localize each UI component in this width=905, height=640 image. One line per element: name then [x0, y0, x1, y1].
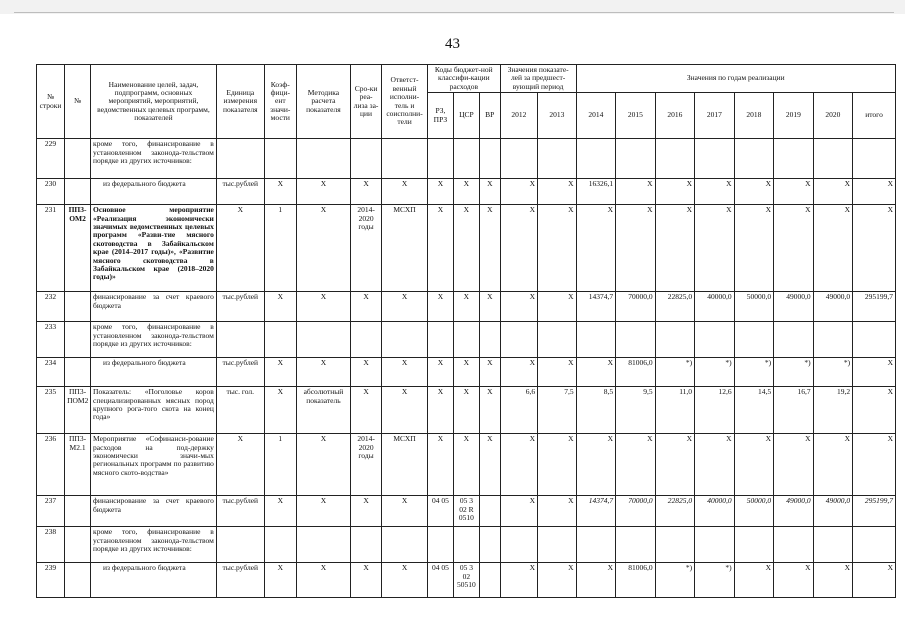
cell-code: [65, 292, 91, 322]
cell-resp: МСХП: [382, 434, 428, 496]
header-name: Наименование целей, задач, подпрограмм, основных мероприятий, мероприятий, ведомственных целевых программ, показателей: [91, 65, 217, 139]
header-2015: 2015: [616, 93, 656, 139]
cell-v2012: [500, 139, 537, 179]
cell-code: [65, 358, 91, 387]
cell-v2019: X: [774, 179, 814, 205]
cell-csr: [453, 322, 479, 358]
cell-v2012: [500, 322, 537, 358]
cell-n: 233: [37, 322, 65, 358]
cell-v2017: *): [695, 358, 735, 387]
header-2018: 2018: [734, 93, 774, 139]
cell-vr: X: [479, 358, 500, 387]
header-unit: Единица измерения показателя: [216, 65, 264, 139]
cell-coef: X: [264, 292, 296, 322]
cell-v2013: X: [538, 358, 576, 387]
cell-n: 237: [37, 496, 65, 527]
cell-n: 232: [37, 292, 65, 322]
cell-rz: [427, 322, 453, 358]
cell-term: [350, 139, 381, 179]
table-row: [37, 563, 896, 598]
cell-v2014: [576, 527, 616, 563]
table-row: [37, 179, 896, 205]
cell-v2018: [734, 139, 774, 179]
cell-unit: [216, 322, 264, 358]
cell-method: [296, 322, 350, 358]
cell-resp: [382, 139, 428, 179]
cell-rz: X: [427, 434, 453, 496]
cell-v2017: [695, 139, 735, 179]
cell-n: 236: [37, 434, 65, 496]
cell-v2013: 7,5: [538, 387, 576, 434]
cell-n: 234: [37, 358, 65, 387]
cell-vr: [479, 527, 500, 563]
cell-csr: [453, 139, 479, 179]
cell-v2020: X: [813, 434, 853, 496]
cell-v2014: [576, 322, 616, 358]
cell-v2019: [774, 139, 814, 179]
header-2013: 2013: [538, 93, 576, 139]
cell-v2015: X: [616, 179, 656, 205]
cell-unit: тыс.рублей: [216, 179, 264, 205]
cell-rz: X: [427, 387, 453, 434]
header-terms: Сро-ки реа-лиза за-ции: [350, 65, 381, 139]
cell-term: 2014-2020 годы: [350, 434, 381, 496]
cell-v2020: 19,2: [813, 387, 853, 434]
cell-vr: [479, 139, 500, 179]
cell-v2018: [734, 322, 774, 358]
table-row: [37, 322, 896, 358]
cell-code: ПП3-М2.1: [65, 434, 91, 496]
cell-v2018: 50000,0: [734, 292, 774, 322]
scan-top-line: [14, 12, 894, 13]
cell-total: [853, 527, 896, 563]
table-row: [37, 358, 896, 387]
cell-v2020: 49000,0: [813, 496, 853, 527]
cell-v2016: 22825,0: [655, 292, 695, 322]
cell-v2014: 16326,1: [576, 179, 616, 205]
table-row: [37, 205, 896, 292]
cell-v2020: *): [813, 358, 853, 387]
cell-resp: [382, 322, 428, 358]
cell-v2018: X: [734, 205, 774, 292]
cell-v2020: X: [813, 179, 853, 205]
cell-total: X: [853, 358, 896, 387]
cell-v2014: X: [576, 358, 616, 387]
header-rz: РЗ, ПРЗ: [427, 93, 453, 139]
cell-v2014: [576, 139, 616, 179]
cell-code: ПП3-ПОМ2: [65, 387, 91, 434]
cell-resp: X: [382, 496, 428, 527]
cell-v2015: X: [616, 205, 656, 292]
cell-v2019: [774, 527, 814, 563]
cell-v2015: 9,5: [616, 387, 656, 434]
cell-csr: X: [453, 292, 479, 322]
cell-rz: 04 05: [427, 563, 453, 598]
cell-csr: 05 3 02 50510: [453, 563, 479, 598]
cell-unit: тыс. гол.: [216, 387, 264, 434]
cell-name: из федерального бюджета: [91, 563, 217, 598]
cell-v2012: X: [500, 292, 537, 322]
cell-v2020: X: [813, 205, 853, 292]
cell-unit: X: [216, 434, 264, 496]
cell-n: 239: [37, 563, 65, 598]
cell-total: 295199,7: [853, 496, 896, 527]
cell-coef: X: [264, 563, 296, 598]
cell-v2015: [616, 527, 656, 563]
cell-resp: X: [382, 387, 428, 434]
cell-v2020: [813, 322, 853, 358]
cell-v2015: 70000,0: [616, 292, 656, 322]
cell-vr: [479, 563, 500, 598]
table-row: [37, 434, 896, 496]
cell-n: 229: [37, 139, 65, 179]
cell-term: X: [350, 179, 381, 205]
cell-resp: X: [382, 563, 428, 598]
header-total: итого: [853, 93, 896, 139]
cell-v2020: 49000,0: [813, 292, 853, 322]
cell-vr: X: [479, 387, 500, 434]
cell-v2017: [695, 527, 735, 563]
cell-coef: 1: [264, 205, 296, 292]
cell-n: 235: [37, 387, 65, 434]
cell-v2016: X: [655, 434, 695, 496]
header-row-no: № строки: [37, 65, 65, 139]
cell-resp: МСХП: [382, 205, 428, 292]
cell-v2016: X: [655, 205, 695, 292]
cell-unit: [216, 139, 264, 179]
cell-v2016: *): [655, 358, 695, 387]
header-method: Методика расчета показателя: [296, 65, 350, 139]
cell-v2015: [616, 139, 656, 179]
cell-method: X: [296, 205, 350, 292]
cell-coef: X: [264, 387, 296, 434]
header-vr: ВР: [479, 93, 500, 139]
cell-csr: X: [453, 358, 479, 387]
cell-v2015: 70000,0: [616, 496, 656, 527]
cell-v2016: [655, 139, 695, 179]
header-2012: 2012: [500, 93, 537, 139]
cell-v2013: X: [538, 496, 576, 527]
table-row: [37, 139, 896, 179]
cell-csr: [453, 527, 479, 563]
cell-vr: [479, 496, 500, 527]
header-2016: 2016: [655, 93, 695, 139]
header-prev-values: Значения показате-лей за предшест-вующий период: [500, 65, 576, 93]
cell-total: [853, 139, 896, 179]
cell-v2017: 40000,0: [695, 292, 735, 322]
cell-v2014: 8,5: [576, 387, 616, 434]
cell-rz: 04 05: [427, 496, 453, 527]
cell-vr: X: [479, 434, 500, 496]
header-2019: 2019: [774, 93, 814, 139]
cell-v2015: 81006,0: [616, 358, 656, 387]
cell-rz: X: [427, 358, 453, 387]
cell-v2012: [500, 527, 537, 563]
cell-term: [350, 527, 381, 563]
header-code-no: №: [65, 65, 91, 139]
cell-method: X: [296, 292, 350, 322]
cell-csr: 05 3 02 R 0510: [453, 496, 479, 527]
header-2017: 2017: [695, 93, 735, 139]
cell-coef: [264, 139, 296, 179]
cell-v2015: X: [616, 434, 656, 496]
cell-v2012: X: [500, 434, 537, 496]
cell-n: 231: [37, 205, 65, 292]
cell-v2019: *): [774, 358, 814, 387]
cell-v2019: X: [774, 563, 814, 598]
cell-v2017: X: [695, 205, 735, 292]
cell-method: X: [296, 179, 350, 205]
cell-v2016: 11,0: [655, 387, 695, 434]
cell-csr: X: [453, 179, 479, 205]
cell-v2013: [538, 139, 576, 179]
cell-code: [65, 179, 91, 205]
cell-name: из федерального бюджета: [91, 358, 217, 387]
cell-v2019: [774, 322, 814, 358]
header-csr: ЦСР: [453, 93, 479, 139]
cell-v2017: X: [695, 434, 735, 496]
table-row: [37, 496, 896, 527]
cell-v2020: [813, 139, 853, 179]
cell-rz: X: [427, 205, 453, 292]
table-row: [37, 527, 896, 563]
cell-resp: [382, 527, 428, 563]
cell-total: X: [853, 434, 896, 496]
cell-v2012: X: [500, 496, 537, 527]
cell-v2014: X: [576, 434, 616, 496]
cell-v2020: [813, 527, 853, 563]
cell-method: [296, 139, 350, 179]
cell-name: Основное мероприятие «Реализация экономически значимых ведомственных целевых программ «Разви-тие мясного скотоводства в Забайкальском крае (2014–2017 годы)», «Развитие мясного скотоводства в Забайкальском крае (2018–2020 годы)»: [91, 205, 217, 292]
cell-v2015: [616, 322, 656, 358]
cell-v2018: X: [734, 563, 774, 598]
cell-v2016: X: [655, 179, 695, 205]
cell-v2017: 12,6: [695, 387, 735, 434]
cell-term: X: [350, 563, 381, 598]
header-2020: 2020: [813, 93, 853, 139]
cell-v2013: X: [538, 179, 576, 205]
cell-vr: X: [479, 205, 500, 292]
cell-name: кроме того, финансирование в установленном законода-тельством порядке из других источников:: [91, 322, 217, 358]
cell-name: финансирование за счет краевого бюджета: [91, 496, 217, 527]
cell-v2012: X: [500, 179, 537, 205]
cell-code: [65, 322, 91, 358]
cell-term: X: [350, 496, 381, 527]
cell-n: 230: [37, 179, 65, 205]
cell-coef: [264, 527, 296, 563]
cell-code: ПП3-ОМ2: [65, 205, 91, 292]
page-number: 43: [445, 36, 460, 52]
cell-v2013: X: [538, 434, 576, 496]
cell-total: X: [853, 205, 896, 292]
cell-v2012: X: [500, 205, 537, 292]
cell-v2013: X: [538, 563, 576, 598]
cell-term: 2014-2020 годы: [350, 205, 381, 292]
cell-n: 238: [37, 527, 65, 563]
header-budget-codes: Коды бюджет-ной классифи-кации расходов: [427, 65, 500, 93]
cell-v2020: X: [813, 563, 853, 598]
cell-v2017: [695, 322, 735, 358]
cell-v2012: X: [500, 358, 537, 387]
cell-rz: X: [427, 292, 453, 322]
cell-name: Мероприятие «Софинанси-рование расходов на под-держку экономически значи-мых региональных программ по развитию мясного ското-водства»: [91, 434, 217, 496]
cell-unit: тыс.рублей: [216, 292, 264, 322]
cell-v2017: 40000,0: [695, 496, 735, 527]
cell-code: [65, 527, 91, 563]
cell-method: [296, 527, 350, 563]
cell-vr: X: [479, 179, 500, 205]
cell-v2018: [734, 527, 774, 563]
cell-v2014: 14374,7: [576, 292, 616, 322]
cell-v2013: [538, 527, 576, 563]
cell-vr: [479, 322, 500, 358]
cell-method: X: [296, 496, 350, 527]
cell-v2018: 50000,0: [734, 496, 774, 527]
cell-name: финансирование за счет краевого бюджета: [91, 292, 217, 322]
cell-v2015: 81006,0: [616, 563, 656, 598]
cell-term: X: [350, 358, 381, 387]
cell-v2016: *): [655, 563, 695, 598]
cell-v2017: X: [695, 179, 735, 205]
cell-v2019: X: [774, 205, 814, 292]
cell-v2013: X: [538, 205, 576, 292]
cell-rz: [427, 527, 453, 563]
cell-total: X: [853, 563, 896, 598]
cell-name: из федерального бюджета: [91, 179, 217, 205]
cell-v2012: 6,6: [500, 387, 537, 434]
cell-unit: [216, 527, 264, 563]
cell-resp: X: [382, 179, 428, 205]
cell-rz: X: [427, 179, 453, 205]
cell-unit: X: [216, 205, 264, 292]
cell-v2013: X: [538, 292, 576, 322]
cell-csr: X: [453, 434, 479, 496]
cell-v2016: 22825,0: [655, 496, 695, 527]
cell-v2016: [655, 322, 695, 358]
cell-term: [350, 322, 381, 358]
cell-v2018: X: [734, 434, 774, 496]
cell-code: [65, 563, 91, 598]
header-coef: Коэф-фици-ент значи-мости: [264, 65, 296, 139]
cell-coef: X: [264, 496, 296, 527]
cell-name: кроме того, финансирование в установленном законода-тельством порядке из других источников:: [91, 139, 217, 179]
cell-term: X: [350, 387, 381, 434]
cell-v2013: [538, 322, 576, 358]
cell-v2014: 14374,7: [576, 496, 616, 527]
cell-csr: X: [453, 205, 479, 292]
cell-coef: 1: [264, 434, 296, 496]
cell-v2014: X: [576, 563, 616, 598]
header-2014: 2014: [576, 93, 616, 139]
cell-unit: тыс.рублей: [216, 563, 264, 598]
header-responsible: Ответст-венный исполни-тель и соисполни-тели: [382, 65, 428, 139]
program-table: [36, 64, 896, 598]
cell-coef: X: [264, 179, 296, 205]
cell-method: X: [296, 434, 350, 496]
table-row: [37, 387, 896, 434]
cell-unit: тыс.рублей: [216, 358, 264, 387]
table-body: [37, 139, 896, 598]
cell-method: X: [296, 563, 350, 598]
cell-total: X: [853, 179, 896, 205]
cell-v2018: 14,5: [734, 387, 774, 434]
cell-v2018: X: [734, 179, 774, 205]
cell-resp: X: [382, 292, 428, 322]
cell-code: [65, 139, 91, 179]
cell-v2018: *): [734, 358, 774, 387]
cell-total: X: [853, 387, 896, 434]
cell-method: X: [296, 358, 350, 387]
cell-v2016: [655, 527, 695, 563]
cell-method: абсолютный показатель: [296, 387, 350, 434]
cell-total: 295199,7: [853, 292, 896, 322]
cell-vr: X: [479, 292, 500, 322]
cell-resp: X: [382, 358, 428, 387]
table-row: [37, 292, 896, 322]
cell-v2012: X: [500, 563, 537, 598]
cell-csr: X: [453, 387, 479, 434]
cell-coef: [264, 322, 296, 358]
cell-v2019: 49000,0: [774, 496, 814, 527]
cell-unit: тыс.рублей: [216, 496, 264, 527]
cell-v2019: 16,7: [774, 387, 814, 434]
cell-total: [853, 322, 896, 358]
header-by-years: Значения по годам реализации: [576, 65, 895, 93]
cell-coef: X: [264, 358, 296, 387]
cell-term: X: [350, 292, 381, 322]
cell-v2019: X: [774, 434, 814, 496]
cell-name: Показатель: «Поголовье коров специализированных мясных пород крупного рога-того скота на конец года»: [91, 387, 217, 434]
cell-v2014: X: [576, 205, 616, 292]
cell-v2019: 49000,0: [774, 292, 814, 322]
cell-code: [65, 496, 91, 527]
cell-v2017: *): [695, 563, 735, 598]
cell-rz: [427, 139, 453, 179]
cell-name: кроме того, финансирование в установленном законода-тельством порядке из других источников:: [91, 527, 217, 563]
